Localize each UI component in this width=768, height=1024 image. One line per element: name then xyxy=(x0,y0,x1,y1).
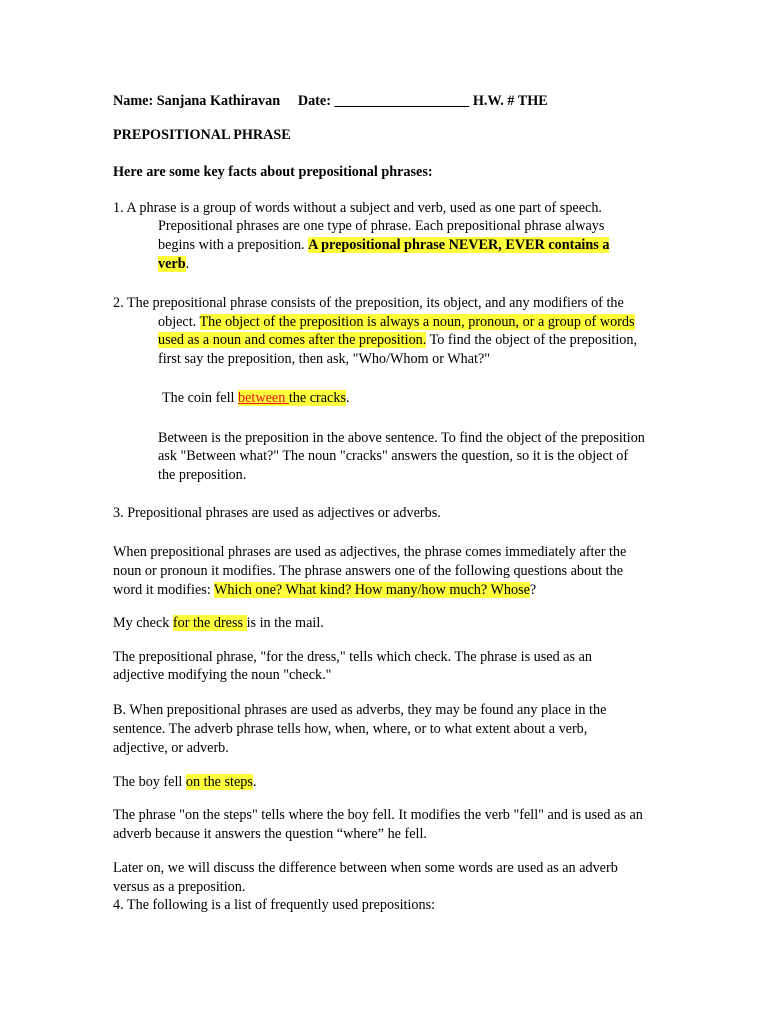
adverb-explain2: adverb because it answers the question “where” he fell. xyxy=(113,826,427,842)
intro-heading: Here are some key facts about prepositional phrases: xyxy=(113,164,433,180)
fact1-line1: 1. A phrase is a group of words without a subject and verb, used as one part of speech. xyxy=(113,200,602,216)
adverb-explain1: The phrase "on the steps" tells where the boy fell. It modifies the verb "fell" and is used as an xyxy=(113,807,643,823)
adjective-explain2: adjective modifying the noun "check." xyxy=(113,667,332,683)
date-label: Date: ___________________ xyxy=(297,93,470,109)
fact1-highlight-b: verb xyxy=(158,256,186,272)
adv-example-period: . xyxy=(252,774,257,790)
fact1-period: . xyxy=(185,256,190,272)
fact2-line2 xyxy=(158,313,635,331)
adjective-example xyxy=(113,614,324,632)
adj-example-highlight: for the dress xyxy=(172,615,247,631)
adverb-line1: B. When prepositional phrases are used as adverbs, they may be found any place in the xyxy=(113,702,607,718)
fact1-highlight-a: A prepositional phrase NEVER, EVER contains a xyxy=(308,237,610,253)
closing-line1: Later on, we will discuss the difference between when some words are used as an adverb xyxy=(113,860,618,876)
adjective-line2: noun or pronoun it modifies. The phrase answers one of the following questions about the xyxy=(113,563,624,579)
page-title: PREPOSITIONAL PHRASE xyxy=(113,127,291,143)
example-object: the cracks xyxy=(288,390,346,406)
fact2-highlight-a: The object of the preposition is always a noun, pronoun, or a group of words xyxy=(199,314,635,330)
example-period: . xyxy=(345,390,350,406)
fact1-line3 xyxy=(158,236,609,254)
adjective-question-mark: ? xyxy=(529,582,537,598)
adjective-explain1: The prepositional phrase, "for the dress," tells which check. The phrase is used as an xyxy=(113,649,592,665)
header-line xyxy=(113,92,548,110)
fact2-line1: 2. The prepositional phrase consists of the preposition, its object, and any modifiers of the xyxy=(113,295,624,311)
fact2-highlight-b: used as a noun and comes after the preposition. xyxy=(158,332,427,348)
hw-label: H.W. # THE xyxy=(472,93,548,109)
fact2-line2-text: object. xyxy=(158,314,200,330)
adv-example-highlight: on the steps xyxy=(185,774,253,790)
adverb-line2: sentence. The adverb phrase tells how, when, where, or to what extent about a verb, xyxy=(113,721,588,737)
example-text-a: The coin fell xyxy=(162,390,239,406)
fact2-explain2: ask "Between what?" The noun "cracks" answers the question, so it is the object of xyxy=(158,448,629,464)
adjective-line1: When prepositional phrases are used as adjectives, the phrase comes immediately after the xyxy=(113,544,627,560)
fact2-explain1: Between is the preposition in the above sentence. To find the object of the preposition xyxy=(158,430,645,446)
adj-example-a: My check xyxy=(113,615,173,631)
fact1-line2: Prepositional phrases are one type of phrase. Each prepositional phrase always xyxy=(158,218,605,234)
fact2-example xyxy=(162,389,350,407)
adj-example-c: is in the mail. xyxy=(246,615,324,631)
adjective-line3-text: word it modifies: xyxy=(113,582,215,598)
adjective-questions-highlight: Which one? What kind? How many/how much? Whose xyxy=(214,582,530,598)
fact2-explain3: the preposition. xyxy=(158,467,247,483)
adv-example-a: The boy fell xyxy=(113,774,186,790)
adverb-line3: adjective, or adverb. xyxy=(113,740,229,756)
fact1-line4 xyxy=(158,255,189,273)
fact2-line3-text: To find the object of the preposition, xyxy=(426,332,638,348)
name-label: Name: Sanjana Kathiravan xyxy=(113,93,281,109)
adverb-example xyxy=(113,773,256,791)
fact4-line1: 4. The following is a list of frequently used prepositions: xyxy=(113,897,436,913)
fact1-line3-text: begins with a preposition. xyxy=(158,237,309,253)
fact3-line1: 3. Prepositional phrases are used as adjectives or adverbs. xyxy=(113,505,441,521)
adjective-line3 xyxy=(113,581,536,599)
fact2-line3 xyxy=(158,331,637,349)
example-preposition: between xyxy=(238,390,289,406)
fact2-line4: first say the preposition, then ask, "Who/Whom or What?" xyxy=(158,351,491,367)
closing-line2: versus as a preposition. xyxy=(113,879,246,895)
